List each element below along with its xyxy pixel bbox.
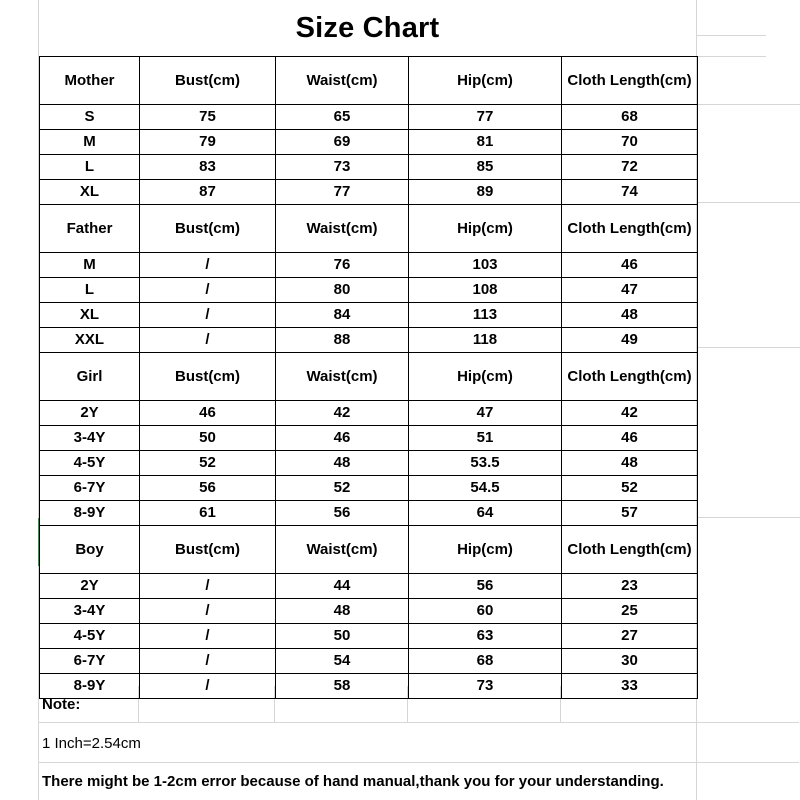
measurement-cell: 52: [276, 476, 409, 501]
measurement-cell: 54: [276, 649, 409, 674]
table-row: [40, 328, 698, 353]
size-label: XL: [40, 180, 140, 205]
note-disclaimer: There might be 1-2cm error because of hand manual,thank you for your understanding.: [42, 773, 664, 790]
column-header: Waist(cm): [276, 526, 409, 574]
measurement-cell: 80: [276, 278, 409, 303]
page-title: Size Chart: [295, 11, 440, 44]
column-header: Bust(cm): [140, 526, 276, 574]
column-header: Cloth Length(cm): [562, 526, 698, 574]
table-row: [40, 180, 698, 205]
table-row: [40, 574, 698, 599]
measurement-cell: 76: [276, 253, 409, 278]
table-row: [40, 624, 698, 649]
size-label: 4-5Y: [40, 624, 140, 649]
measurement-cell: 53.5: [409, 451, 562, 476]
measurement-cell: 79: [140, 130, 276, 155]
measurement-cell: 103: [409, 253, 562, 278]
section-header-row: [40, 353, 698, 401]
measurement-cell: 108: [409, 278, 562, 303]
table-row: [40, 155, 698, 180]
table-row: [40, 674, 698, 699]
measurement-cell: 48: [562, 303, 698, 328]
measurement-cell: 83: [140, 155, 276, 180]
measurement-cell: 30: [562, 649, 698, 674]
table-row: [40, 599, 698, 624]
size-label: 6-7Y: [40, 649, 140, 674]
section-header-row: [40, 205, 698, 253]
measurement-cell: 118: [409, 328, 562, 353]
size-label: M: [40, 253, 140, 278]
measurement-cell: 54.5: [409, 476, 562, 501]
column-header: Bust(cm): [140, 353, 276, 401]
measurement-cell: 52: [140, 451, 276, 476]
measurement-cell: 57: [562, 501, 698, 526]
measurement-cell: 69: [276, 130, 409, 155]
section-label: Father: [40, 205, 140, 253]
measurement-cell: 63: [409, 624, 562, 649]
column-header: Cloth Length(cm): [562, 205, 698, 253]
measurement-cell: 56: [276, 501, 409, 526]
table-row: [40, 426, 698, 451]
measurement-cell: 73: [409, 674, 562, 699]
measurement-cell: 51: [409, 426, 562, 451]
sheet-gridline: [39, 762, 799, 763]
size-label: 2Y: [40, 574, 140, 599]
measurement-cell: 88: [276, 328, 409, 353]
measurement-cell: 70: [562, 130, 698, 155]
size-label: 3-4Y: [40, 426, 140, 451]
section-label: Girl: [40, 353, 140, 401]
measurement-cell: 46: [140, 401, 276, 426]
sheet-gridline: [696, 35, 766, 36]
table-row: [40, 401, 698, 426]
column-header: Waist(cm): [276, 57, 409, 105]
table-row: [40, 105, 698, 130]
table-row: [40, 253, 698, 278]
sheet-gridline: [696, 517, 800, 518]
measurement-cell: /: [140, 649, 276, 674]
measurement-cell: 27: [562, 624, 698, 649]
measurement-cell: /: [140, 253, 276, 278]
size-label: L: [40, 155, 140, 180]
size-label: 6-7Y: [40, 476, 140, 501]
measurement-cell: 58: [276, 674, 409, 699]
sheet-gridline: [696, 202, 800, 203]
measurement-cell: 84: [276, 303, 409, 328]
table-row: [40, 649, 698, 674]
measurement-cell: 56: [140, 476, 276, 501]
measurement-cell: 60: [409, 599, 562, 624]
table-row: [40, 278, 698, 303]
size-label: 8-9Y: [40, 501, 140, 526]
size-chart-table: [39, 56, 698, 699]
measurement-cell: 77: [409, 105, 562, 130]
sheet-gridline: [696, 104, 800, 105]
measurement-cell: 113: [409, 303, 562, 328]
measurement-cell: 77: [276, 180, 409, 205]
measurement-cell: 48: [562, 451, 698, 476]
size-label: L: [40, 278, 140, 303]
measurement-cell: /: [140, 278, 276, 303]
size-label: S: [40, 105, 140, 130]
measurement-cell: /: [140, 328, 276, 353]
column-header: Hip(cm): [409, 526, 562, 574]
measurement-cell: 46: [562, 426, 698, 451]
measurement-cell: 46: [276, 426, 409, 451]
section-label: Mother: [40, 57, 140, 105]
size-label: XXL: [40, 328, 140, 353]
size-label: 3-4Y: [40, 599, 140, 624]
measurement-cell: 50: [140, 426, 276, 451]
measurement-cell: 23: [562, 574, 698, 599]
section-label: Boy: [40, 526, 140, 574]
size-label: M: [40, 130, 140, 155]
column-header: Bust(cm): [140, 205, 276, 253]
table-row: [40, 476, 698, 501]
measurement-cell: 49: [562, 328, 698, 353]
size-label: XL: [40, 303, 140, 328]
size-label: 8-9Y: [40, 674, 140, 699]
measurement-cell: /: [140, 574, 276, 599]
column-header: Cloth Length(cm): [562, 57, 698, 105]
measurement-cell: 85: [409, 155, 562, 180]
measurement-cell: 64: [409, 501, 562, 526]
sheet-gridline: [696, 56, 766, 57]
measurement-cell: /: [140, 599, 276, 624]
measurement-cell: 52: [562, 476, 698, 501]
column-header: Waist(cm): [276, 353, 409, 401]
measurement-cell: 81: [409, 130, 562, 155]
measurement-cell: 87: [140, 180, 276, 205]
column-header: Cloth Length(cm): [562, 353, 698, 401]
measurement-cell: 56: [409, 574, 562, 599]
sheet-gridline: [696, 347, 800, 348]
sheet-gridline: [39, 722, 799, 723]
measurement-cell: 47: [562, 278, 698, 303]
measurement-cell: 68: [562, 105, 698, 130]
measurement-cell: /: [140, 303, 276, 328]
measurement-cell: 89: [409, 180, 562, 205]
note-conversion: 1 Inch=2.54cm: [42, 735, 141, 752]
measurement-cell: /: [140, 624, 276, 649]
measurement-cell: 33: [562, 674, 698, 699]
column-header: Hip(cm): [409, 205, 562, 253]
column-header: Hip(cm): [409, 57, 562, 105]
section-header-row: [40, 57, 698, 105]
table-row: [40, 451, 698, 476]
measurement-cell: 48: [276, 599, 409, 624]
table-row: [40, 130, 698, 155]
table-row: [40, 501, 698, 526]
measurement-cell: 73: [276, 155, 409, 180]
note-label: Note:: [42, 696, 81, 713]
measurement-cell: 68: [409, 649, 562, 674]
measurement-cell: 74: [562, 180, 698, 205]
measurement-cell: 65: [276, 105, 409, 130]
measurement-cell: 75: [140, 105, 276, 130]
measurement-cell: 48: [276, 451, 409, 476]
measurement-cell: 25: [562, 599, 698, 624]
measurement-cell: 42: [562, 401, 698, 426]
measurement-cell: 44: [276, 574, 409, 599]
column-header: Hip(cm): [409, 353, 562, 401]
column-header: Waist(cm): [276, 205, 409, 253]
measurement-cell: 46: [562, 253, 698, 278]
size-label: 4-5Y: [40, 451, 140, 476]
measurement-cell: 42: [276, 401, 409, 426]
measurement-cell: /: [140, 674, 276, 699]
table-row: [40, 303, 698, 328]
measurement-cell: 50: [276, 624, 409, 649]
measurement-cell: 72: [562, 155, 698, 180]
measurement-cell: 61: [140, 501, 276, 526]
size-label: 2Y: [40, 401, 140, 426]
column-header: Bust(cm): [140, 57, 276, 105]
measurement-cell: 47: [409, 401, 562, 426]
section-header-row: [40, 526, 698, 574]
